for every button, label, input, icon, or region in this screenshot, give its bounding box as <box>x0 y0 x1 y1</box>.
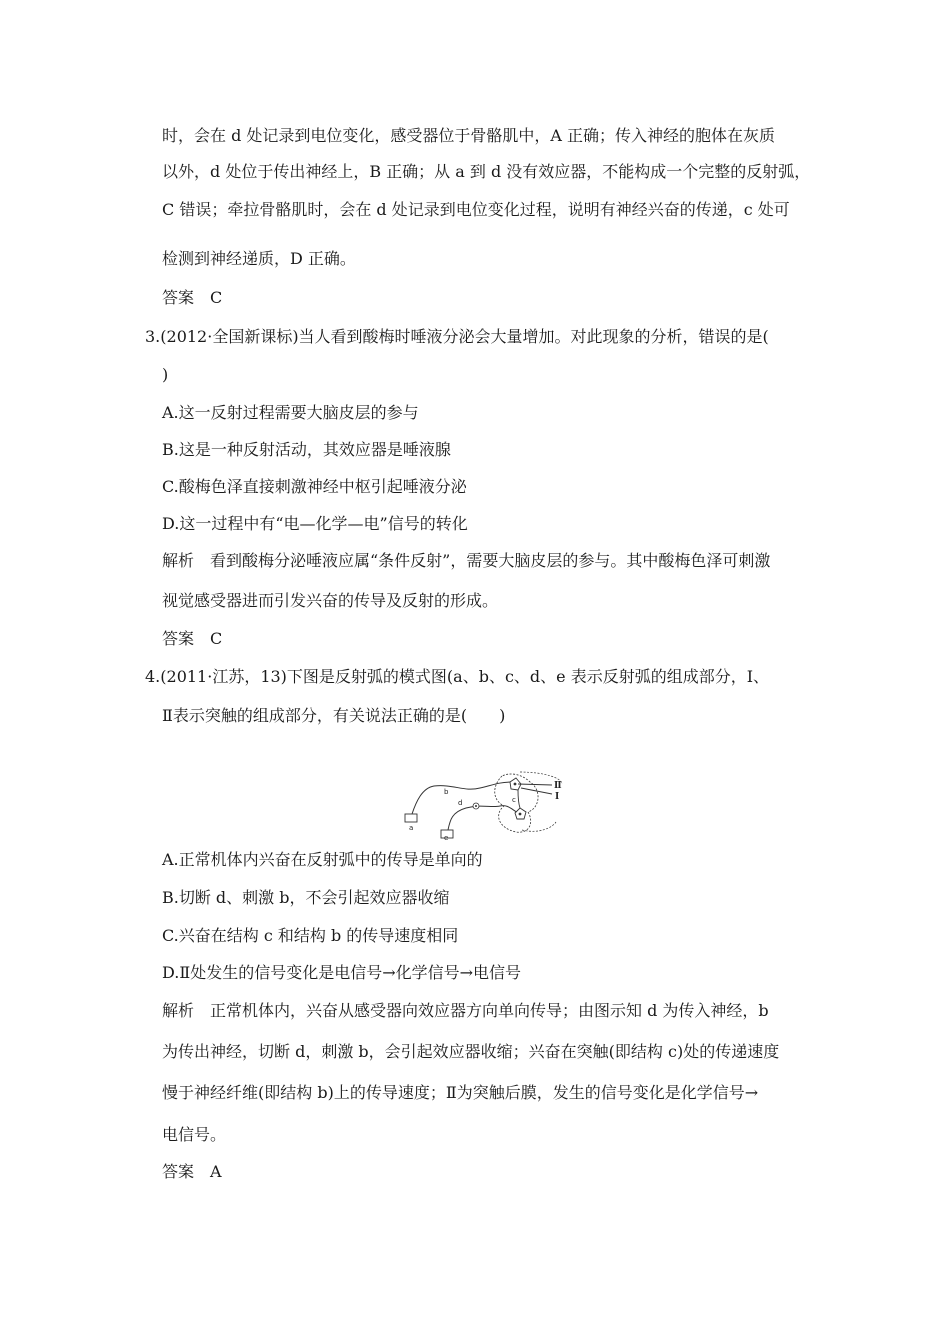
label-b: b <box>444 788 449 796</box>
q4-analysis-line-1: 解析 正常机体内，兴奋从感受器向效应器方向单向传导；由图示知 d 为传入神经，b <box>162 1001 769 1020</box>
q3-option-c: C.酸梅色泽直接刺激神经中枢引起唾液分泌 <box>162 477 467 496</box>
q3-analysis-line-2: 视觉感受器进而引发兴奋的传导及反射的形成。 <box>162 591 499 610</box>
nerve-fiber-d <box>448 806 520 830</box>
q4-answer: 答案 A <box>162 1162 222 1181</box>
label-e: e <box>444 834 449 840</box>
q4-analysis-line-2: 为传出神经，切断 d，刺激 b，会引起效应器收缩；兴奋在突触(即结构 c)处的传递速度 <box>162 1042 780 1061</box>
q4-analysis-line-3: 慢于神经纤维(即结构 b)上的传导速度；Ⅱ为突触后膜，发生的信号变化是化学信号→ <box>162 1083 759 1102</box>
prev-analysis-line-4: 检测到神经递质，D 正确。 <box>162 249 356 268</box>
box-a <box>405 814 417 822</box>
q3-answer: 答案 C <box>162 629 223 648</box>
q4-option-c: C.兴奋在结构 c 和结构 b 的传导速度相同 <box>162 926 459 945</box>
reflex-arc-diagram <box>394 768 564 840</box>
q3-stem-line-1: 3.(2012·全国新课标)当人看到酸梅时唾液分泌会大量增加。对此现象的分析，错误的是( <box>145 327 769 346</box>
prev-analysis-line-2: 以外，d 处位于传出神经上，B 正确；从 a 到 d 没有效应器，不能构成一个完整的反射弧， <box>162 162 811 181</box>
prev-answer: 答案 C <box>162 288 223 307</box>
prev-analysis-line-1: 时，会在 d 处记录到电位变化，感受器位于骨骼肌中，A 正确；传入神经的胞体在灰质 <box>162 126 776 145</box>
label-i: Ⅰ <box>555 792 560 802</box>
label-a: a <box>409 824 414 832</box>
q3-stem-line-2: ) <box>162 365 169 384</box>
q4-option-d: D.Ⅱ处发生的信号变化是电信号→化学信号→电信号 <box>162 963 522 982</box>
q4-analysis-line-4: 电信号。 <box>162 1125 227 1144</box>
q3-option-d: D.这一过程中有“电—化学—电”信号的转化 <box>162 514 468 533</box>
pointer-line-ii <box>518 784 552 785</box>
q3-analysis-line-1: 解析 看到酸梅分泌唾液应属“条件反射”，需要大脑皮层的参与。其中酸梅色泽可刺激 <box>162 551 771 570</box>
label-d: d <box>458 799 463 807</box>
q4-option-a: A.正常机体内兴奋在反射弧中的传导是单向的 <box>162 850 483 869</box>
interneuron-c <box>518 790 520 808</box>
q3-option-a: A.这一反射过程需要大脑皮层的参与 <box>162 403 419 422</box>
label-c: c <box>512 796 516 804</box>
q3-option-b: B.这是一种反射活动，其效应器是唾液腺 <box>162 440 451 459</box>
q4-option-b: B.切断 d、刺激 b，不会引起效应器收缩 <box>162 888 450 907</box>
reflex-arc-svg <box>394 768 564 840</box>
q4-stem-line-2: Ⅱ表示突触的组成部分，有关说法正确的是( ) <box>162 706 506 725</box>
prev-analysis-line-3: C 错误；牵拉骨骼肌时，会在 d 处记录到电位变化过程，说明有神经兴奋的传递，c 处可 <box>162 200 790 219</box>
label-ii: Ⅱ <box>554 781 562 791</box>
q4-stem-line-1: 4.(2011·江苏，13)下图是反射弧的模式图(a、b、c、d、e 表示反射弧的组成部分，Ⅰ、 <box>145 667 770 686</box>
